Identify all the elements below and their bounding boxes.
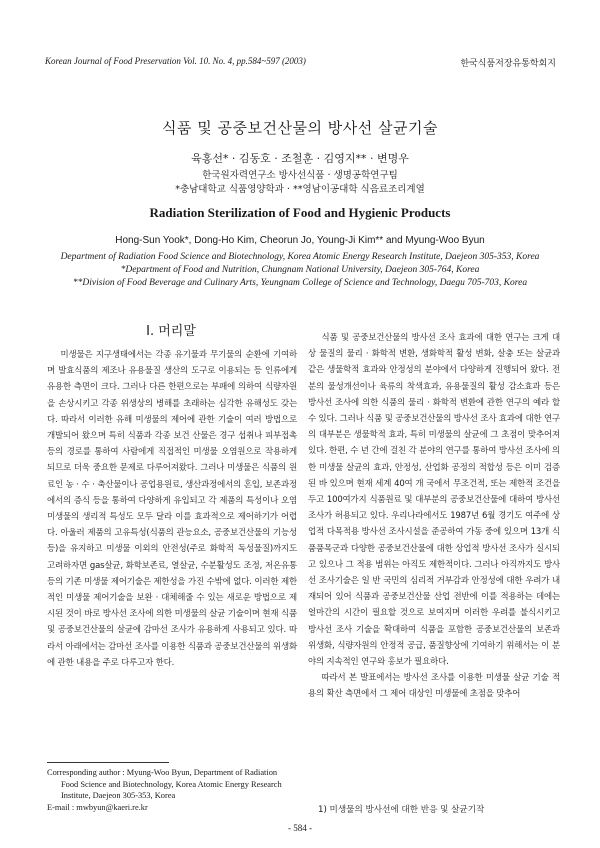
right-column — [308, 329, 560, 702]
journal-header: Korean Journal of Food Preservation Vol. 10. No. 4, pp.584~597 (2003) — [45, 56, 306, 66]
english-authors: Hong-Sun Yook*, Dong-Ho Kim, Cheorun Jo, Young-Ji Kim** and Myung-Woo Byun — [115, 235, 485, 246]
intro-paragraph: 미생물은 지구생태에서는 각종 유기물과 무기물의 순환에 기여하며 발효식품의 제조나 유용물질 생산의 도구로 이용되는 등 인류에게 유용한 측면이 크다. 그러나 다른 한편으로는 부패에 의하여 식량자원을 손상시키고 각종 위생상의 병해를 초래하는 심각한 유해성도 갖는다. 따라서 이러한 유해 미생물의 제어에 관한 기술이 여러 방법으로 개발되어 왔으며 특히 식품과 각종 보건 산물은 경구 섭취나 피부접촉 등의 경로를 통하여 사람에게 직접적인 미생물 오염원으로 작용하게 되므로 더욱 중요한 문제로 다루어져왔다. 그러나 미생물은 식품의 원료인 농 · 수 · 축산물이나 공업용원료, 생산과정에서의 혼입, 보존과정에서의 증식 등을 통하여 다양하게 유입되고 각 제품의 특성이나 오염미생물의 생리적 특성도 모두 달라 이를 효과적으로 제어하기가 어렵다. 아울러 제품의 고유특성(식품의 관능요소, 공중보건산물의 기능성 등)을 유지하고 미생물 이외의 안전성(주로 화학적 독성물질)까지도 고려하자면 gas살균, 화학보존료, 열살균, 수분활성도 조정, 저온유통 등의 기존 미생물 제어기술은 제한성을 가진 수밖에 없다. 이러한 제한적인 미생물 제어기술을 보완 · 대체해줄 수 있는 새로운 방법으로 제시된 것이 바로 방사선 조사에 의한 미생물의 살균 기술이며 현재 식품 및 공중보건산물의 살균에 감마선 조사가 유용하게 사용되고 있다. 따라서 아래에서는 감마선 조사를 이용한 식품과 공중보건산물의 위생화에 관한 내용을 주로 다루고자 한다. — [47, 349, 297, 667]
society-header: 한국식품저장유통학회지 — [460, 59, 556, 69]
korean-affiliation-1: 한국원자력연구소 방사선식품 · 생명공학연구팀 — [202, 170, 398, 181]
section-heading: Ⅰ. 머리말 — [146, 324, 196, 339]
english-affiliation-2: *Department of Food and Nutrition, Chungnam National University, Daejeon 305-764, Korea — [120, 265, 480, 275]
footnote — [47, 767, 297, 813]
english-affiliation-1: Department of Radiation Food Science and Biotechnology, Korea Atomic Energy Research Institute, Daejeon 305-353, Korea — [60, 252, 540, 262]
body-paragraph-1: 식품 및 공중보건산물의 방사선 조사 효과에 대한 연구는 크게 대상 물질의 물리 · 화학적 변환, 생화학적 활성 변화, 살충 또는 살균과 같은 생물학적 효과와 안정성의 분야에서 다양하게 진행되어 왔다. 전분의 물성개선이나 육류의 착색효과, 유용물질의 활성 감소효과 등은 방사선 조사에 의한 식품의 물리 · 화학적 변환에 관한 연구의 예라 할 수 있다. 그러나 식품 및 공중보건산물의 방사선 조사 효과에 대한 연구의 대부분은 생물학적 효과, 특히 미생물의 살균에 그 초점이 맞추어져 있다. 한편, 수 년 간에 걸친 각 분야의 연구를 통하여 방사선 조사에 의한 미생물 살균의 효과, 안정성, 산업화 공정의 적합성 등은 이미 검증된 바 있으며 현재 세계 40여 개 국에서 무조건적, 또는 제한적 조건을 두고 100여가지 식품원료 및 대부분의 공중보건산물에 대하여 방사선 조사가 허용되고 있다. 우리나라에서도 1987년 6월 경기도 여주에 상업적 다목적용 방사선 조사시설을 준공하여 가동 중에 있으며 13개 식품품목군과 다양한 공중보건산물에 대한 상업적 방사선 조사가 실시되고 있으나 그 적용 범위는 아직도 제한적이다. 그러나 아직까지도 방사선 조사기술은 일 반 국민의 심리적 거부감과 안정성에 대한 우려가 내재되어 있어 식품과 공중보건산물 산업 전반에 이를 적용하는 데에는 얼마간의 시간이 필요할 것으로 보여지며 이러한 우려를 불식시키고 방사선 조사 기술을 확대하여 식품을 포함한 공중보건산물의 보존과 위생화, 식량자원의 안정적 공급, 품질향상에 기여하기 위해서는 이 분야의 지속적인 연구와 홍보가 필요하다. — [308, 332, 560, 667]
korean-title: 식품 및 공중보건산물의 방사선 살균기술 — [162, 119, 438, 137]
footnote-divider — [47, 762, 169, 763]
subsection-heading: 1) 미생물의 방사선에 대한 반응 및 살균기작 — [318, 805, 485, 815]
page-number: - 584 - — [288, 823, 312, 833]
english-title: Radiation Sterilization of Food and Hygienic Products — [149, 205, 451, 220]
body-paragraph-2: 따라서 본 발표에서는 방사선 조사를 이용한 미생물 살균 기술 적용의 확산 측면에서 그 제어 대상인 미생물에 초점을 맞추어 — [308, 672, 560, 699]
footnote-line: Institute, Daejeon 305-353, Korea — [61, 791, 176, 801]
english-affiliation-3: **Division of Food Beverage and Culinary Arts, Yeungnam College of Science and Technology, Daegu 705-703, Korea — [72, 278, 528, 288]
footnote-line: Corresponding author : Myung-Woo Byun, Department of Radiation — [47, 768, 278, 777]
footnote-email: E-mail : mwbyun@kaeri.re.kr — [47, 802, 148, 812]
footnote-line: Food Science and Biotechnology, Korea Atomic Energy Research — [61, 779, 282, 789]
korean-affiliation-2: *충남대학교 식품영양학과 · **영남이공대학 식음료조리계열 — [175, 184, 425, 195]
left-column — [47, 346, 297, 670]
korean-authors: 육홍선* · 김동호 · 조철훈 · 김영지** · 변명우 — [191, 152, 409, 165]
